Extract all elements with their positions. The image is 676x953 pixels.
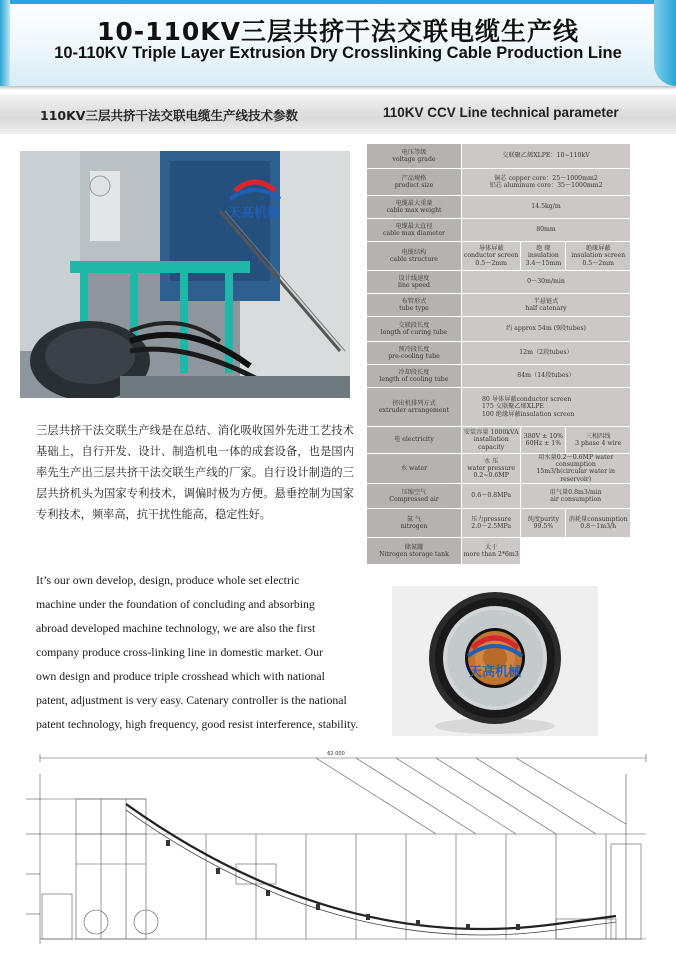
description-en-line: patent technology, high frequency, good resist interference, stability. [36,717,359,731]
nitrogen-label-en: nitrogen [400,522,428,530]
precool-label-cn: 预冷段长度 [398,345,430,353]
diameter-label-cn: 电缆最大直径 [395,222,433,230]
air-c2a: 用气量0.8m3/min [549,488,602,496]
cooling-label-en: length of cooling tube [379,376,449,383]
row-curing [367,317,630,341]
row-precool [367,342,630,364]
description-en-line: abroad developed machine technology, we are also the first [36,621,316,635]
size-value-aluminum: 铝芯 aluminum core：35～1000mm2 [489,182,603,189]
row-structure [367,242,630,270]
description-en [36,568,358,736]
speed-value: 0～30m/min [462,271,630,293]
extruder-label-en: extruder arrangement [378,407,450,414]
parameter-table [366,143,631,565]
nitrogen-c1b: 2.0～2.5MPa [471,522,512,530]
structure-label-en: cable structure [390,256,438,263]
row-water [367,454,630,483]
description-en-line: patent, adjustment is very easy. Catenary controller is the national [36,693,347,707]
extruder-value-2: 175 交联聚乙烯XLPE [482,403,544,411]
structure-c3-en: insulation screen [571,252,626,260]
row-electricity [367,427,630,453]
precool-label-en: pre-cooling tube [388,353,440,360]
structure-c1-cn: 导体屏蔽 [478,245,504,253]
tank-c1a: 大于 [485,543,498,551]
electricity-c2b: 60Hz ± 1% [525,440,562,447]
row-extruder [367,388,630,426]
water-c1c: 0.2~0.6MP [473,472,509,479]
precool-value: 12m（2段tubes） [462,342,630,364]
curing-value: 约 approx 54m (9段tubes) [462,317,630,341]
electricity-c1a: 安装容量 1000kVA [463,429,519,437]
description-en-line: machine under the foundation of concluding and absorbing [36,597,315,611]
row-tube-type [367,294,630,316]
row-tank [367,538,630,564]
extruder-value-1: 80 导体屏蔽conductor screen [482,396,572,404]
tank-label-en: Nitrogen storage tank [379,550,449,558]
row-nitrogen [367,509,630,537]
nitrogen-c3a: 消耗量consumption [568,515,628,523]
structure-label-cn: 电缆结构 [401,248,427,256]
weight-label-cn: 电缆最大重量 [395,199,433,207]
electricity-c2a: 380V ± 10% [523,432,563,440]
air-label-cn: 压缩空气 [401,488,427,496]
speed-label-en: line speed [398,282,430,289]
structure-c3-val: 0.5～2mm [582,259,615,267]
air-label-en: Compressed air [389,495,439,503]
description-cn: 三层共挤干法交联生产线是在总结、消化吸收国外先进工艺技术基础上，自行开发、设计、制造机电一体的成套设备，也是国内率先生产出三层共挤干法交联生产线的厂家。自行设计制造的三层共挤机头为国家专利技术，调偏时极为方便。悬垂控制为国家专利技术，频率高，抗干扰性能高，稳定性好。 [36,424,354,521]
electricity-c3b: 3 phase 4 wire [575,440,622,447]
voltage-value: 交联聚乙烯XLPE：10~110kV [462,144,630,168]
nitrogen-c3b: 0.8～1m3/h [580,522,617,530]
description-en-line: own design and produce triple crosshead which with national [36,669,325,683]
structure-c3-cn: 绝缘屏蔽 [585,245,611,253]
header-accent-bar [0,0,676,4]
structure-c2-cn: 绝 缘 [536,245,551,253]
weight-label-en: cable max weight [386,207,442,214]
curing-label-cn: 交联段长度 [398,321,430,329]
diameter-label-en: cable max diameter [383,230,445,237]
tube-type-label-en: tube type [399,305,429,312]
nitrogen-label-cn: 氮 气 [406,515,422,523]
row-voltage [367,144,630,168]
line-layout-drawing [16,744,660,949]
production-line-photo [20,151,350,398]
structure-c1-en: conductor screen [463,252,519,260]
nitrogen-c2a: 纯度purity [527,515,559,523]
cooling-value: 84m（14段tubes） [462,365,630,387]
tube-type-value-en: half catenary [525,305,567,312]
structure-c2-en: insulation [527,252,559,260]
diameter-value: 80mm [462,219,630,241]
electricity-c3a: 三相四线 [585,432,611,440]
page-header [0,0,676,86]
water-c1a: 水 压 [484,457,499,465]
extruder-label-cn: 挤出机排列方式 [392,399,436,407]
water-c2b: 15m3/h(circular water in reservoir) [536,468,615,483]
water-c1b: water pressure [467,464,515,472]
row-diameter [367,219,630,241]
structure-c2-val: 3.4～15mm [525,259,562,267]
section-title-cn: 110KV三层共挤干法交联电缆生产线技术参数 [40,108,298,123]
cable-logo-text: 天高机械 [468,665,522,680]
description-en-line: company produce cross-linking line in domestic market. Our [36,645,323,659]
tube-type-label-cn: 布管形式 [401,297,427,305]
extruder-value-3: 100 绝缘屏蔽insulation screen [482,410,575,418]
header-shadow [0,86,676,90]
voltage-label-cn: 电压等级 [401,148,427,156]
nitrogen-c1a: 压力pressure [471,515,512,523]
speed-label-cn: 设计线速度 [398,274,430,282]
electricity-label: 电 electricity [367,427,461,453]
row-weight [367,196,630,218]
size-label-cn: 产品规格 [401,174,427,182]
section-title-en: 110KV CCV Line technical parameter [383,105,619,120]
row-speed [367,271,630,293]
tube-type-value-cn: 半悬链式 [533,297,559,305]
cooling-label-cn: 冷却段长度 [398,368,430,376]
tank-c1b: more than 2*6m3 [463,550,519,558]
row-cooling [367,365,630,387]
size-label-en: product size [394,182,434,189]
tank-label-cn: 储氮罐 [404,543,424,551]
electricity-c1b: installation capacity [473,436,509,451]
weight-value: 14.5kg/m [462,196,630,218]
page-title-en: 10-110KV Triple Layer Extrusion Dry Crosslinking Cable Production Line [54,44,622,62]
curing-label-en: length of curing tube [380,329,448,336]
air-c2b: air consumption [550,495,602,503]
water-label: 水 water [367,454,461,483]
cable-cross-section-photo [392,586,598,736]
photo-logo-text: 天高机械 [227,206,281,221]
drawing-dimension-label: 62.000 [327,751,345,757]
nitrogen-c2b: 99.5% [533,522,554,530]
row-air [367,484,630,508]
page-title-cn: 10-110KV三层共挤干法交联电缆生产线 [96,17,580,46]
voltage-label-en: voltage grade [392,156,436,163]
water-c2a: 用水量0.2～0.6MP water consumption [538,454,614,469]
row-size [367,169,630,195]
size-value-copper: 铜芯 copper core：25～1000mm2 [494,174,598,182]
structure-c1-val: 0.5～2mm [475,259,508,267]
air-c1: 0.6～0.8MPa [462,484,520,508]
description-en-line: It’s our own develop, design, produce whole set electric [36,573,300,587]
